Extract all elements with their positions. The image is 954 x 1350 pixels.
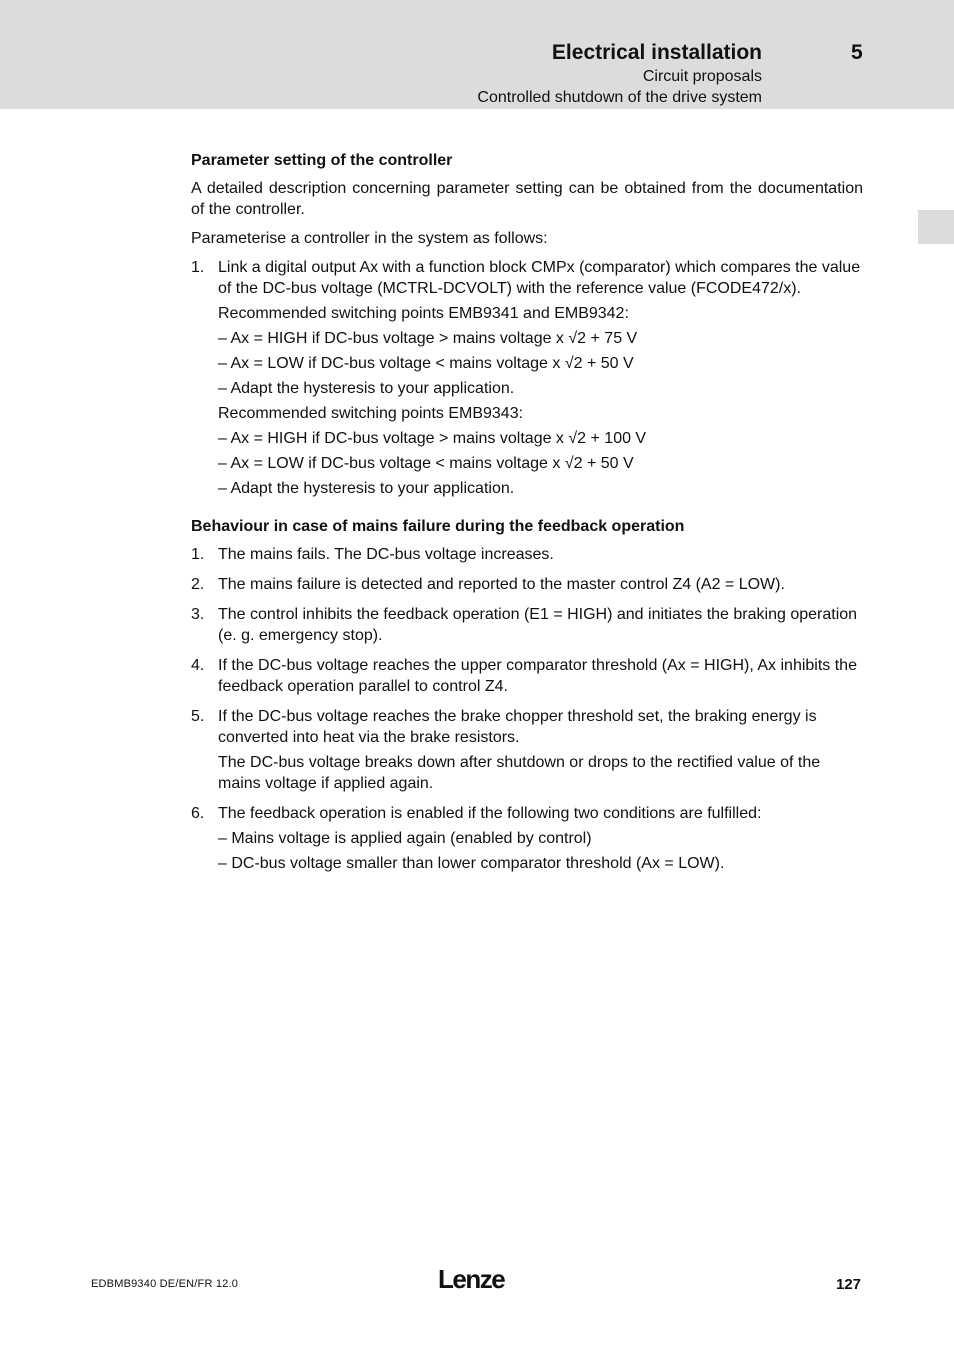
section-subtitle: Circuit proposals [642, 68, 762, 85]
list-number: 1. [191, 546, 205, 563]
list-item [191, 706, 863, 794]
list-number: 5. [191, 708, 205, 725]
list-number: 2. [191, 576, 205, 593]
list-item [191, 257, 863, 499]
recommendation-line: – Ax = HIGH if DC-bus voltage > mains voltage x √2 + 100 V [218, 430, 647, 447]
recommendation-line: – Adapt the hysteresis to your application. [218, 480, 515, 497]
list-text: Link a digital output Ax with a function block CMPx (comparator) which compares the value of the DC-bus voltage (MCTRL-DCVOLT) with the reference value (FCODE472/x). [218, 259, 861, 297]
section-heading: Behaviour in case of mains failure during the feedback operation [191, 518, 685, 535]
list-text: If the DC-bus voltage reaches the brake chopper threshold set, the braking energy is converted into heat via the brake resistors. [218, 708, 817, 746]
list-number: 1. [191, 259, 205, 276]
chapter-side-tab [918, 210, 954, 244]
subsection-subtitle: Controlled shutdown of the drive system [477, 89, 762, 106]
list-text: The mains fails. The DC-bus voltage increases. [218, 546, 554, 563]
list-text: The feedback operation is enabled if the following two conditions are fulfilled: [218, 805, 762, 822]
list-text: The mains failure is detected and reported to the master control Z4 (A2 = LOW). [218, 576, 785, 593]
lenze-logo: Lenze [438, 1264, 505, 1294]
list-number: 6. [191, 805, 205, 822]
list-item [191, 574, 863, 595]
list-text: If the DC-bus voltage reaches the upper comparator threshold (Ax = HIGH), Ax inhibits the feedback operation parallel to control Z4. [218, 657, 857, 695]
document-id: EDBMB9340 DE/EN/FR 12.0 [91, 1278, 239, 1290]
list-item [191, 544, 863, 565]
list-text: The control inhibits the feedback operation (E1 = HIGH) and initiates the braking operation (e. g. emergency stop). [218, 606, 858, 644]
recommendation-line: – Ax = LOW if DC-bus voltage < mains voltage x √2 + 50 V [218, 455, 634, 472]
section-heading: Parameter setting of the controller [191, 152, 453, 169]
list-item [191, 803, 863, 874]
recommendation-title: Recommended switching points EMB9343: [218, 405, 524, 422]
page-number: 127 [836, 1276, 862, 1293]
condition-line: – DC-bus voltage smaller than lower comparator threshold (Ax = LOW). [218, 855, 725, 872]
list-item [191, 655, 863, 697]
page-content [191, 150, 863, 883]
recommendation-line: – Ax = LOW if DC-bus voltage < mains voltage x √2 + 50 V [218, 355, 634, 372]
recommendation-line: – Ax = HIGH if DC-bus voltage > mains voltage x √2 + 75 V [218, 330, 638, 347]
list-number: 4. [191, 657, 205, 674]
recommendation-title: Recommended switching points EMB9341 and EMB9342: [218, 305, 629, 322]
list-item [191, 604, 863, 646]
recommendation-line: – Adapt the hysteresis to your application. [218, 380, 515, 397]
condition-line: – Mains voltage is applied again (enabled by control) [218, 830, 592, 847]
chapter-title: Electrical installation [551, 41, 762, 64]
chapter-number: 5 [851, 41, 863, 64]
lead-paragraph: Parameterise a controller in the system as follows: [191, 230, 548, 247]
intro-paragraph: A detailed description concerning parameter setting can be obtained from the documentation of the controller. [191, 180, 863, 218]
list-number: 3. [191, 606, 205, 623]
list-text-extra: The DC-bus voltage breaks down after shutdown or drops to the rectified value of the mains voltage if applied again. [218, 754, 821, 792]
